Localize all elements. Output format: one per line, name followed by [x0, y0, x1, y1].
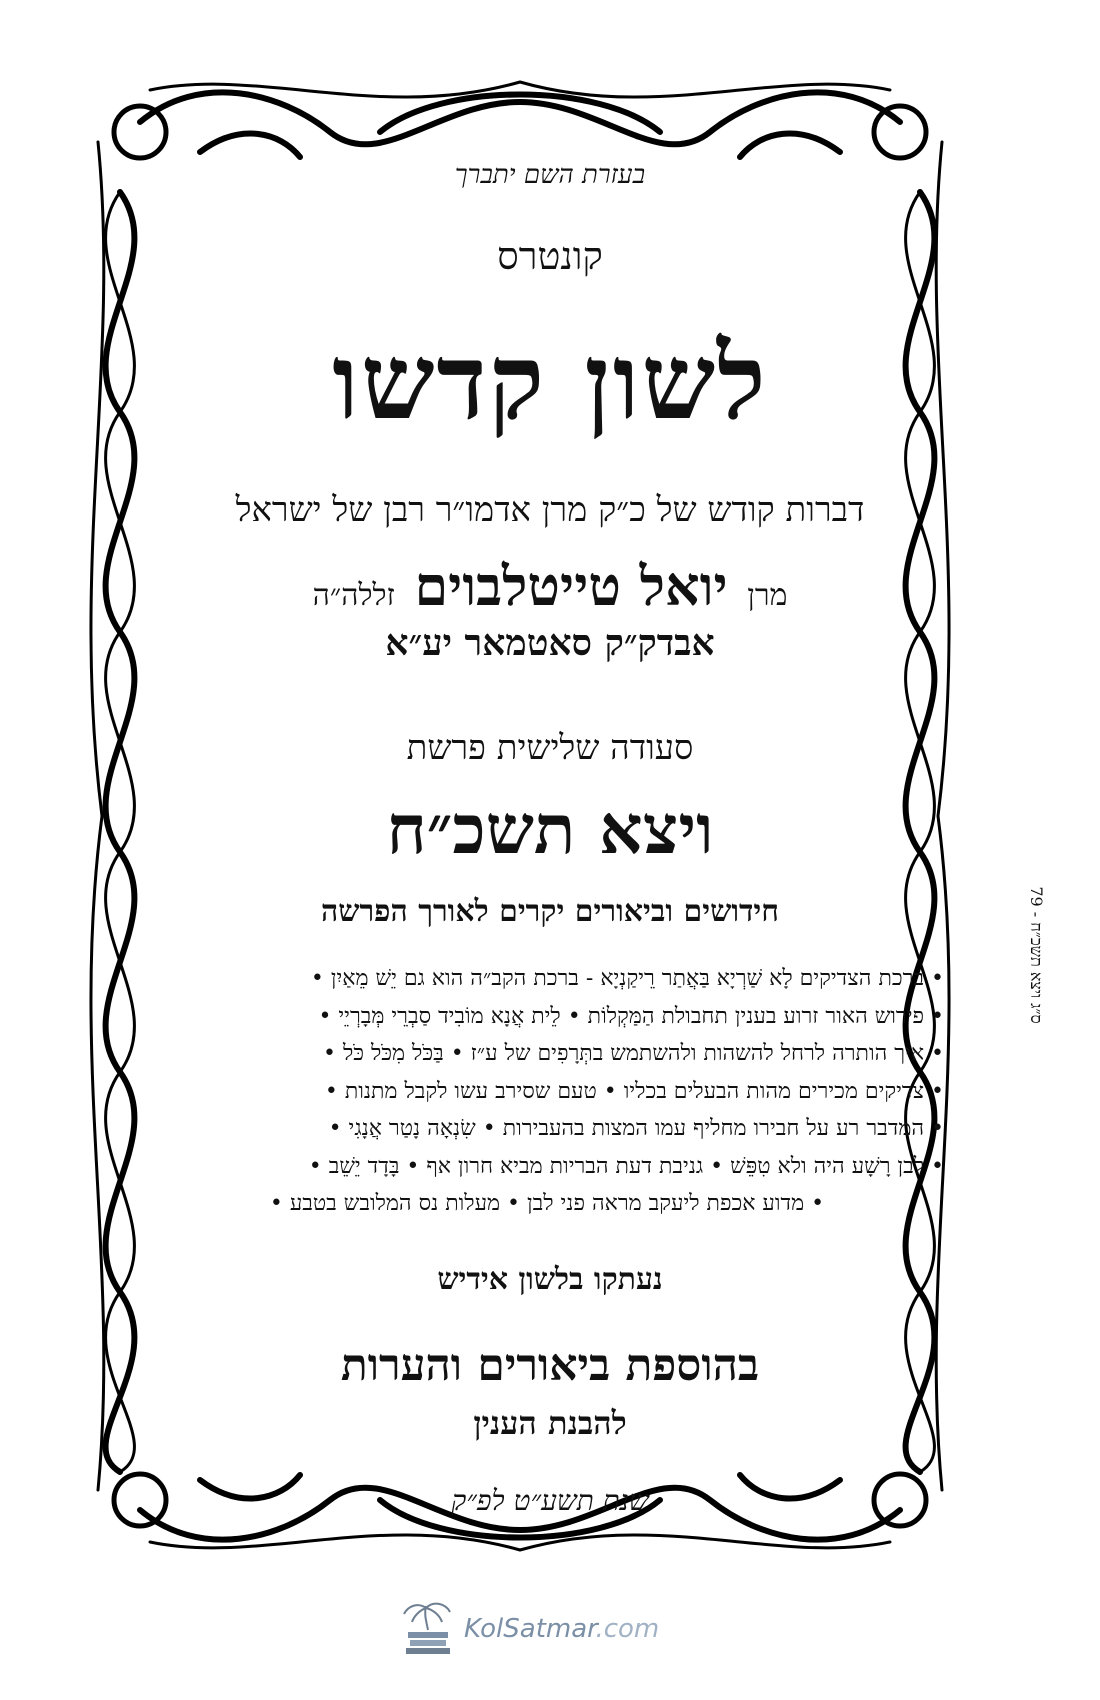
list-item: • פירוש האור זרוע בענין תחבולת הַמַּקְלוֹת • לֵית אֲנָא מוֹבִיד סַבְרֵי מְּבָרְיֵי • [318, 1003, 944, 1029]
list-item: • ברכת הצדיקים לָא שַׁרְיָא בַּאֲתַר רֵיקַנְיָא - ברכת הקב״ה הוא גם יֵשׁ מֵאַיִן • [310, 966, 944, 991]
list-item: • המדבר רע על חבירו מחליף עמו המצות בהעבירות • שִׂנְאָה נָטַר אֲנָגִי • [328, 1116, 944, 1141]
list-item: • צדיקים מכירים מהות הבעלים בכליו • טעם שסירב עשו לקבל מתנות • [324, 1078, 944, 1104]
author-name: יואל טייטלבוים [414, 554, 728, 618]
translated-note: נעתקו בלשון אידיש [437, 1262, 663, 1297]
author-title: אבדק״ק סאטמאר יע״א [385, 622, 715, 664]
site-logo[interactable] [400, 1600, 720, 1660]
list-item: • מדוע אכפת ליעקב מראה פני לבן • מעלות נס המלובש בטבע • [269, 1191, 825, 1216]
additions-line: בהוספת ביאורים והערות [340, 1340, 760, 1391]
book-title: לשון קדשו [332, 320, 768, 443]
year-line: שנת תשע״ט לפ״ק [451, 1484, 649, 1517]
author-suffix: זללה״ה [312, 578, 395, 613]
topics-list [150, 960, 950, 1223]
logo-name: KolSatmar [464, 1614, 596, 1644]
author-prefix: מרן [747, 578, 788, 613]
understanding-line: להבנת הענין [473, 1404, 627, 1442]
list-item: • איך הותרה לרחל להשהות ולהשתמש בתְּרָפִים של ע״ז • בַּכֹּל מִכֹּל כֹּל • [322, 1041, 944, 1066]
title-page [150, 150, 950, 1517]
kuntres-label: קונטרס [497, 234, 603, 278]
subtitle: חידושים וביאורים יקרים לאורך הפרשה [320, 894, 780, 929]
seuda-line: סעודה שלישית פרשת [406, 728, 694, 768]
logo-text [464, 1614, 659, 1644]
author-intro: דברות קודש של כ״ק מרן אדמו״ר רבן של ישראל [235, 490, 865, 530]
side-page-label: ס״ג ויצא תשכ״ח - 79 [1027, 886, 1046, 1024]
besiyata-line: בעזרת השם יתברך [454, 160, 646, 190]
logo-suffix: .com [595, 1614, 660, 1644]
list-item: • לבן רָשָׁע היה ולא טִפֵּשׁ • גניבת דעת הבריות מביא חרון אף • בָּדָד יֵשֵׁב • [308, 1153, 944, 1179]
palm-tree-books-icon [400, 1600, 456, 1658]
parsha-title: ויצא תשכ״ח [386, 790, 714, 870]
author-name-line [150, 554, 950, 618]
